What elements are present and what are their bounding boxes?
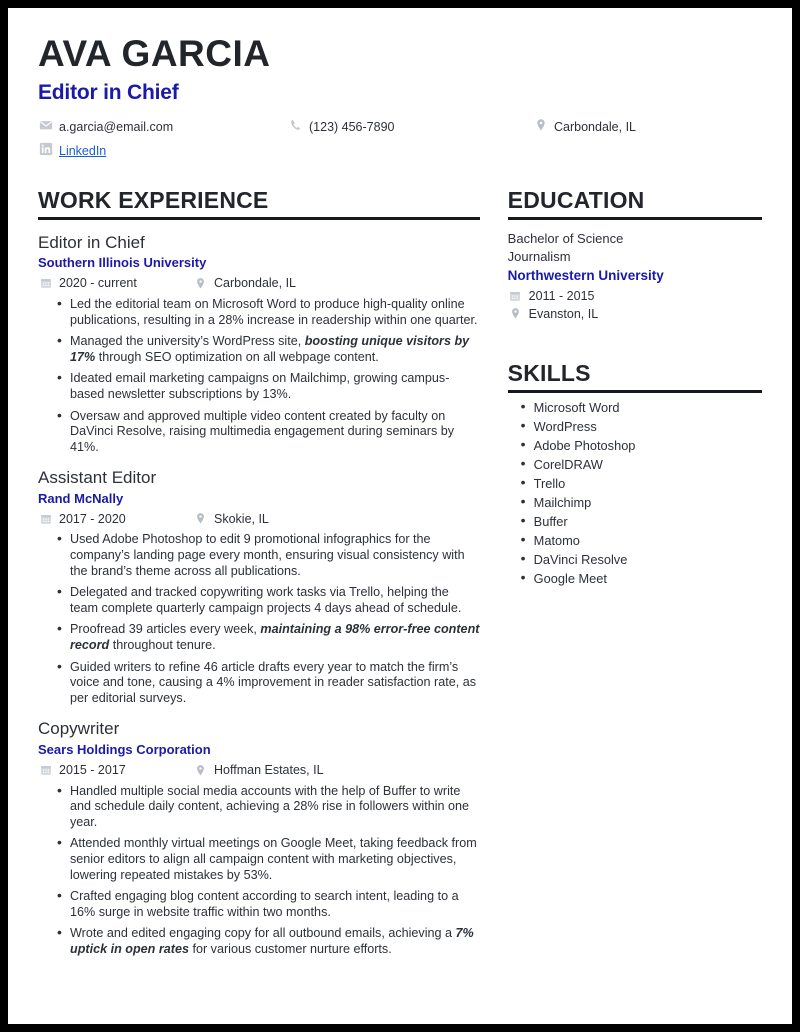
- skill-item: • Mailchimp: [534, 493, 762, 512]
- map-pin-icon: [193, 511, 208, 526]
- job-dates-text: 2015 - 2017: [59, 763, 126, 778]
- job-title: Assistant Editor: [38, 468, 157, 488]
- bullet-emphasis: 7% uptick in open rates: [70, 926, 474, 956]
- bullet-text: Used Adobe Photoshop to edit 9 promotional infographics for the company’s landing page every month, ensuring visual consistency with the brand’s theme across all publications.: [70, 532, 465, 578]
- education-location: [508, 306, 762, 321]
- contact-location-text: Carbondale, IL: [554, 119, 637, 134]
- skills-section: [508, 361, 762, 588]
- bullet-text: Proofread 39 articles every week,: [70, 622, 261, 637]
- job-dates: [38, 511, 193, 526]
- job-dates: [38, 276, 193, 291]
- candidate-headline: Editor in Chief: [38, 80, 179, 104]
- skill-item: • CorelDRAW: [534, 455, 762, 474]
- calendar-icon: [38, 763, 53, 778]
- bullet-text: Wrote and edited engaging copy for all outbound emails, achieving a: [70, 926, 456, 941]
- skill-item: • DaVinci Resolve: [534, 550, 762, 569]
- experience-entry: [38, 232, 480, 455]
- map-pin-icon: [193, 276, 208, 291]
- calendar-icon: [38, 511, 53, 526]
- job-organization: Southern Illinois University: [38, 255, 207, 271]
- education-entry: [508, 230, 762, 321]
- education-degree: Bachelor of Science: [507, 230, 624, 246]
- job-location: [193, 763, 324, 778]
- bullet-text: Managed the university’s WordPress site,: [70, 334, 305, 349]
- envelope-icon: [38, 118, 53, 133]
- bullet-item: [70, 334, 480, 365]
- bullet-text: Delegated and tracked copywriting work tasks via Trello, helping the team complete quarterly campaign projects 4 days ahead of schedule.: [70, 585, 462, 615]
- left-column: [38, 188, 480, 958]
- bullet-item: [70, 660, 480, 707]
- job-dates: [38, 763, 193, 778]
- skill-item: • Microsoft Word: [534, 398, 762, 417]
- education-title: EDUCATION: [507, 186, 645, 213]
- work-experience-section: [38, 188, 480, 958]
- bullet-item: [70, 585, 480, 616]
- job-title: Editor in Chief: [38, 232, 145, 252]
- resume-header: [38, 34, 762, 166]
- bullet-item: [70, 532, 480, 579]
- section-divider: [508, 217, 762, 220]
- job-bullets: [38, 532, 480, 706]
- calendar-icon: [508, 288, 523, 303]
- education-section: [508, 188, 762, 321]
- bullet-item: [70, 836, 480, 883]
- candidate-name: AVA GARCIA: [38, 33, 271, 74]
- education-field: Journalism: [507, 248, 571, 264]
- bullet-text: Led the editorial team on Microsoft Word to produce high-quality online publications, resulting in a 28% increase in readership within one quarter.: [70, 296, 478, 327]
- job-dates-text: 2017 - 2020: [59, 511, 126, 526]
- job-organization: Sears Holdings Corporation: [38, 741, 211, 757]
- bullet-item: [70, 622, 480, 653]
- bullet-item: [70, 409, 480, 456]
- right-column: [508, 188, 762, 958]
- education-dates-text: 2011 - 2015: [528, 288, 595, 303]
- job-dates-text: 2020 - current: [59, 276, 137, 291]
- map-pin-icon: [193, 763, 208, 778]
- resume-page: [8, 8, 792, 1024]
- contact-email-text: a.garcia@email.com: [59, 119, 174, 134]
- bullet-item: [70, 371, 480, 402]
- skill-item: • Adobe Photoshop: [534, 436, 762, 455]
- job-title: Copywriter: [38, 719, 120, 739]
- phone-icon: [288, 118, 303, 133]
- bullet-text: Guided writers to refine 46 article drafts every year to match the firm’s voice and tone, causing a 4% improvement in reader satisfaction rate, as per editorial surveys.: [70, 659, 477, 705]
- experience-entry: [38, 718, 480, 957]
- bullet-item: [70, 926, 480, 957]
- contact-email[interactable]: [38, 118, 288, 142]
- education-location-text: Evanston, IL: [528, 306, 599, 321]
- bullet-text: throughout tenure.: [109, 638, 216, 653]
- contact-phone[interactable]: [288, 118, 533, 142]
- contact-phone-text: (123) 456-7890: [309, 119, 395, 134]
- job-location-text: Carbondale, IL: [214, 276, 297, 291]
- column-gap: [480, 188, 508, 958]
- map-pin-icon: [533, 118, 548, 133]
- job-location: [193, 276, 296, 291]
- skills-title: SKILLS: [507, 360, 591, 387]
- work-experience-title: WORK EXPERIENCE: [38, 186, 269, 213]
- bullet-item: [70, 889, 480, 920]
- bullet-text: Attended monthly virtual meetings on Google Meet, taking feedback from senior editors to align all campaign content with marketing objectives, lowering repeated mistakes by 53%.: [70, 836, 477, 882]
- bullet-emphasis: boosting unique visitors by 17%: [70, 334, 470, 364]
- experience-entry: [38, 467, 480, 706]
- skills-list: [508, 398, 762, 588]
- contact-linkedin-link[interactable]: LinkedIn: [59, 143, 107, 158]
- bullet-item: [70, 784, 480, 831]
- section-divider: [38, 217, 480, 220]
- job-bullets: [38, 297, 480, 455]
- job-location-text: Hoffman Estates, IL: [214, 763, 324, 778]
- skill-item: • Matomo: [534, 531, 762, 550]
- bullet-emphasis: maintaining a 98% error-free content record: [70, 622, 480, 653]
- linkedin-icon: [38, 142, 53, 157]
- skill-item: • Google Meet: [534, 569, 762, 588]
- bullet-text: Oversaw and approved multiple video content created by faculty on DaVinci Resolve, raising multimedia engagement during seminars by 41%.: [70, 408, 455, 454]
- bullet-text: through SEO optimization on all webpage content.: [95, 349, 379, 364]
- bullet-text: Ideated email marketing campaigns on Mailchimp, growing campus-based newsletter subscriptions by 13%.: [70, 371, 450, 401]
- education-dates: [508, 288, 762, 303]
- job-location: [193, 511, 269, 526]
- bullet-text: for various customer nurture efforts.: [188, 941, 392, 956]
- section-divider: [508, 390, 762, 393]
- contact-location: [533, 118, 763, 142]
- skill-item: • Trello: [534, 474, 762, 493]
- job-location-text: Skokie, IL: [214, 511, 269, 526]
- education-organization: Northwestern University: [507, 267, 664, 283]
- job-organization: Rand McNally: [38, 490, 124, 506]
- skill-item: • Buffer: [534, 512, 762, 531]
- map-pin-icon: [508, 306, 523, 321]
- contact-info: [38, 118, 763, 166]
- bullet-text: Handled multiple social media accounts with the help of Buffer to write and schedule daily content, achieving a 28% rise in followers within one year.: [70, 783, 470, 829]
- skill-item: • WordPress: [534, 417, 762, 436]
- bullet-text: Crafted engaging blog content according to search intent, leading to a 16% surge in website traffic within two months.: [70, 889, 459, 919]
- calendar-icon: [38, 276, 53, 291]
- contact-linkedin[interactable]: [38, 142, 288, 166]
- bullet-item: [70, 297, 480, 328]
- job-bullets: [38, 784, 480, 958]
